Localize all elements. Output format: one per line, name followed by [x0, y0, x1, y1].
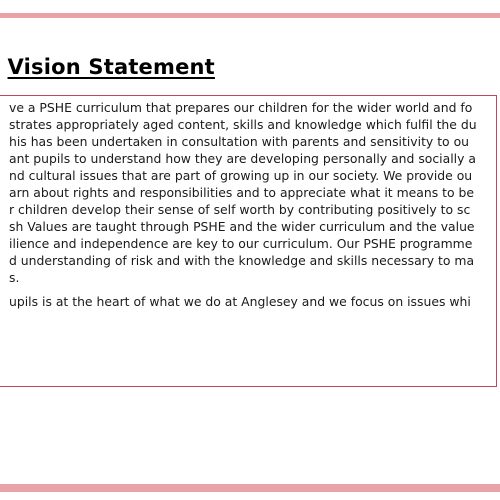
bottom-decorative-band: [0, 484, 500, 492]
slide-title: [0, 55, 215, 79]
text-line: strates appropriately aged content, skills and knowledge which fulfil the du: [9, 117, 477, 132]
text-line: sh Values are taught through PSHE and the wider curriculum and the value: [9, 219, 475, 234]
text-line: upils is at the heart of what we do at Anglesey and we focus on issues whi: [9, 294, 471, 309]
text-line: arn about rights and responsibilities and to appreciate what it means to be: [9, 185, 474, 200]
text-line: s.: [9, 270, 20, 285]
vision-text-box: [0, 95, 497, 387]
text-line: ant pupils to understand how they are developing personally and socially a: [9, 151, 476, 166]
text-line: his has been undertaken in consultation with parents and sensitivity to ou: [9, 134, 470, 149]
top-decorative-band: [0, 13, 500, 18]
text-line: d understanding of risk and with the knowledge and skills necessary to ma: [9, 253, 475, 268]
text-line: r children develop their sense of self worth by contributing positively to sc: [9, 202, 471, 217]
slide-title-text: Vision Statement: [7, 55, 215, 79]
text-line: ve a PSHE curriculum that prepares our children for the wider world and fo: [9, 100, 473, 115]
text-line: nd cultural issues that are part of growing up in our society. We provide ou: [9, 168, 473, 183]
text-line: ilience and independence are key to our curriculum. Our PSHE programme: [9, 236, 473, 251]
